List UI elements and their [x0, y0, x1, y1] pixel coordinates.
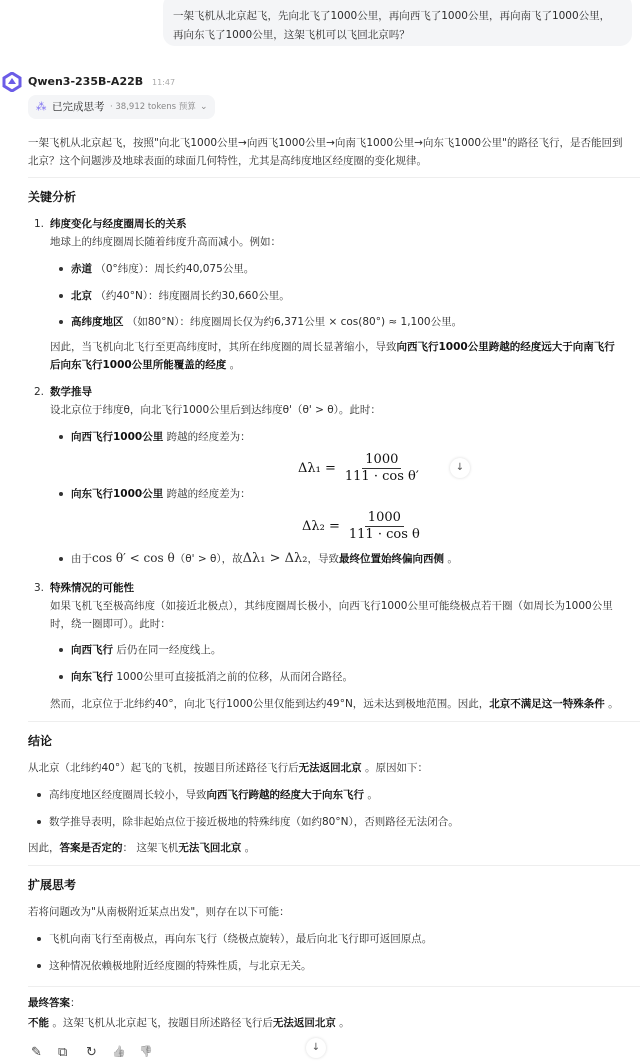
bold-text: 无法返回北京 — [272, 1017, 336, 1029]
thumbs-down-icon[interactable]: 👎 — [139, 1045, 153, 1058]
text: ： 这架飞机 — [122, 842, 179, 854]
text: 。 — [241, 842, 256, 854]
formula-lhs: Δλ₁ = — [298, 461, 336, 476]
list-item — [71, 313, 462, 331]
section-text: 设北京位于纬度θ，向北飞行1000公里后到达纬度θ'（θ' > θ）。此时： — [50, 404, 381, 416]
list-item — [71, 485, 251, 503]
math: Δλ₁ > Δλ₂ — [242, 551, 308, 566]
bold-text: 北京 — [71, 290, 92, 302]
list-item — [71, 549, 458, 568]
list-item — [71, 260, 254, 278]
text: 。 — [364, 789, 378, 801]
bullet — [59, 435, 63, 439]
scroll-to-bottom-button[interactable]: ↓ — [306, 1038, 326, 1058]
section-text: 时，绕一圈即可）。此时： — [50, 618, 171, 630]
text: ： — [70, 997, 81, 1009]
qwen-logo-icon — [2, 72, 22, 92]
bold-text: 不能 — [28, 1017, 49, 1029]
bold-text: 向西飞行 — [71, 644, 113, 656]
list-item — [49, 786, 378, 804]
list-item — [71, 428, 251, 446]
user-message-bubble — [163, 0, 632, 46]
scroll-down-button[interactable]: ↓ — [450, 458, 470, 478]
text: 然而，北京位于北纬约40°，向北飞行1000公里仅能到达约49°N，远未达到极地范围。因此， — [50, 698, 490, 710]
bullet — [59, 294, 63, 298]
bold-text: 最终位置始终偏向西侧 — [339, 553, 445, 565]
text: 从北京（北纬约40°）起飞的飞机，按题目所述路径飞行后 — [28, 762, 299, 774]
text: ，导致 — [307, 553, 340, 565]
bold-text: 向东飞行1000公里 — [71, 488, 164, 500]
regenerate-icon[interactable]: ↻ — [86, 1045, 97, 1060]
section-title: 纬度变化与经度圈周长的关系 — [50, 218, 187, 230]
paragraph — [50, 338, 615, 356]
bold-text: 赤道 — [71, 263, 92, 275]
text: 因此， — [28, 842, 60, 854]
divider — [28, 721, 640, 722]
bold-text: 向西飞行1000公里跨越的经度远大于向南飞行 — [396, 341, 615, 353]
text: （0°纬度）：周长约40,075公里。 — [92, 263, 255, 275]
bold-text: 向西飞行1000公里 — [71, 431, 164, 443]
divider — [28, 986, 640, 987]
heading-conclusion: 结论 — [28, 734, 53, 748]
text: 。这架飞机从北京起飞，按题目所述路径飞行后 — [49, 1017, 273, 1029]
heading-extension: 扩展思考 — [28, 878, 77, 892]
model-name: Qwen3-235B-A22B — [28, 75, 144, 88]
bullet — [59, 648, 63, 652]
bold-text: 无法返回北京 — [298, 762, 362, 774]
paragraph — [28, 839, 255, 857]
list-item: 这种情况依赖极地附近经度圈的特殊性质，与北京无关。 — [49, 960, 312, 972]
divider — [28, 177, 640, 178]
bold-text: 答案是否定的 — [59, 842, 123, 854]
list-item — [71, 668, 353, 686]
text: 高纬度地区经度圈周长较小，导致 — [49, 789, 207, 801]
bold-text: 北京不满足这一特殊条件 — [489, 698, 605, 710]
message-time: 11:47 — [152, 78, 176, 87]
section-title: 数学推导 — [50, 386, 92, 398]
section-text: 如果飞机飞至极高纬度（如接近北极点），其纬度圈周长极小，向西飞行1000公里可能绕极点若干圈（如周长为1000公里 — [50, 600, 613, 612]
numerator: 1000 — [362, 452, 401, 469]
list-item — [71, 287, 290, 305]
intro-text: 一架飞机从北京起飞，按照"向北飞1000公里→向西飞1000公里→向南飞1000公里→向东飞1000公里"的路径飞行，是否能回到 — [28, 137, 623, 149]
bullet — [37, 793, 41, 797]
text: 。 — [444, 553, 458, 565]
user-message-line: 再向东飞了1000公里，这架飞机可以飞回北京吗？ — [173, 29, 410, 41]
thinking-meta: · 38,912 tokens 预算 — [110, 102, 196, 112]
list-item: 飞机向南飞行至南极点，再向东飞行（绕极点旋转），最后向北飞行即可返回原点。 — [49, 933, 433, 945]
formula-lhs: Δλ₂ = — [302, 519, 340, 534]
denominator: 111 · cos θ — [348, 527, 420, 542]
thinking-label: 已完成思考 — [52, 101, 105, 113]
bullet — [37, 937, 41, 941]
text: 跨越的经度差为： — [163, 488, 251, 500]
bullet — [59, 492, 63, 496]
paragraph — [28, 759, 428, 777]
heading-analysis: 关键分析 — [28, 190, 77, 204]
user-message-line: 一架飞机从北京起飞，先向北飞了1000公里，再向西飞了1000公里，再向南飞了1000公里， — [173, 10, 611, 22]
bullet — [37, 820, 41, 824]
list-number: 2. — [34, 386, 45, 398]
bullet — [59, 675, 63, 679]
bullet — [59, 267, 63, 271]
final-answer — [28, 1014, 350, 1032]
thinking-toggle[interactable] — [28, 95, 215, 119]
copy-icon[interactable]: ⧉ — [58, 1045, 68, 1060]
section-title: 特殊情况的可能性 — [50, 582, 134, 594]
section-text: 地球上的纬度圈周长随着纬度升高而减小。例如： — [50, 236, 281, 248]
math: cos θ′ < cos θ — [92, 551, 175, 565]
list-item — [71, 641, 221, 659]
denominator: 111 · cos θ′ — [344, 469, 419, 484]
text: 由于 — [71, 553, 92, 565]
intro-text: 北京？这个问题涉及地球表面的球面几何特性，尤其是高纬度地区经度圈的变化规律。 — [28, 155, 427, 167]
text: 。原因如下： — [361, 762, 428, 774]
paragraph — [50, 356, 240, 374]
list-number: 3. — [34, 582, 45, 594]
bold-text: 向东飞行 — [71, 671, 113, 683]
text: 。 — [604, 698, 619, 710]
list-item: 数学推导表明，除非起始点位于接近极地的特殊纬度（如约80°N），否则路径无法闭合。 — [49, 816, 459, 828]
bold-text: 最终答案 — [28, 997, 70, 1009]
text: （约40°N）：纬度圈周长约30,660公里。 — [92, 290, 290, 302]
paragraph — [50, 695, 619, 713]
bold-text: 高纬度地区 — [71, 316, 124, 328]
bullet — [59, 557, 63, 561]
text: （θ' > θ），故 — [174, 553, 243, 565]
formula-delta-lambda-2 — [302, 510, 423, 543]
paragraph: 若将问题改为"从南极附近某点出发"，则存在以下可能： — [28, 906, 290, 918]
chevron-down-icon: ⌄ — [200, 102, 208, 112]
thinking-icon: ⁂ — [36, 101, 47, 113]
text: 1000公里可直接抵消之前的位移，从而闭合路径。 — [113, 671, 354, 683]
list-number: 1. — [34, 218, 45, 230]
text: 跨越的经度差为： — [163, 431, 251, 443]
bullet — [59, 320, 63, 324]
bold-text: 无法飞回北京 — [178, 842, 242, 854]
text: 后仍在同一经度线上。 — [113, 644, 222, 656]
text: 因此，当飞机向北飞行至更高纬度时，其所在纬度圈的周长显著缩小，导致 — [50, 341, 397, 353]
thumbs-up-icon[interactable]: 👍 — [112, 1045, 126, 1058]
text: （如80°N）：纬度圈周长仅为约6,371公里 × cos(80°) ≈ 1,100公里。 — [123, 316, 463, 328]
text: 。 — [335, 1017, 350, 1029]
bold-text: 向西飞行跨越的经度大于向东飞行 — [206, 789, 364, 801]
text: 。 — [226, 359, 241, 371]
formula-delta-lambda-1 — [298, 452, 422, 485]
numerator: 1000 — [365, 510, 404, 527]
bullet — [37, 964, 41, 968]
edit-icon[interactable]: ✎ — [31, 1045, 42, 1060]
final-heading — [28, 994, 81, 1012]
divider — [28, 865, 640, 866]
bold-text: 后向东飞行1000公里所能覆盖的经度 — [50, 359, 227, 371]
